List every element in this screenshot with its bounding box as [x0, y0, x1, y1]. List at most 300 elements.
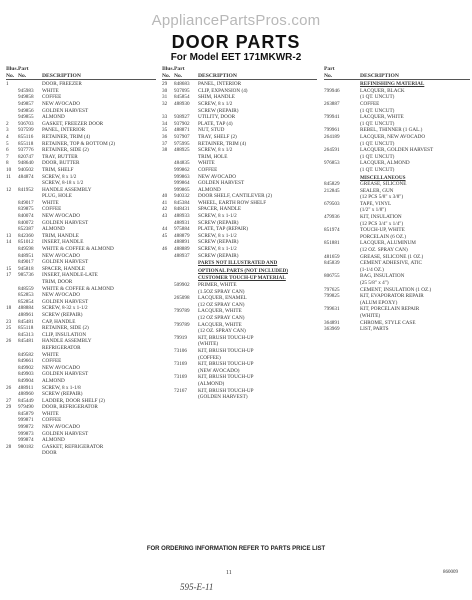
illus-no	[162, 322, 174, 329]
part-description: LACQUER, GOLDEN HARVEST	[360, 147, 434, 154]
parts-row	[162, 374, 317, 381]
part-no: 852853	[18, 292, 34, 299]
part-description: (GOLDEN HARVEST)	[198, 394, 248, 401]
parts-row	[324, 247, 470, 254]
part-description: SPACER, HANDLE	[198, 206, 242, 213]
illus-no	[162, 187, 174, 194]
header-part: Part	[324, 66, 335, 72]
part-description: LADDER, DOOR SHELF (2)	[42, 397, 105, 404]
part-description: WHITE & COFFEE & ALMOND	[42, 285, 114, 292]
part-no: 842360	[18, 232, 34, 239]
parts-row	[6, 352, 156, 359]
part-no: 845384	[174, 199, 190, 206]
part-no: 212845	[324, 187, 340, 194]
illus-no: 37	[162, 140, 168, 147]
part-description: (12 OZ SPRAY CAN)	[198, 301, 245, 308]
part-description: ALMOND	[42, 114, 65, 121]
part-no: 799825	[324, 293, 340, 300]
illus-no: 35	[162, 127, 168, 134]
part-no: 845839	[324, 260, 340, 267]
illus-no	[162, 289, 174, 296]
parts-row	[324, 293, 470, 300]
part-description: (12 OZ. SPRAY CAN)	[198, 328, 246, 335]
part-no: 999871	[18, 417, 34, 424]
part-no: 488960	[18, 391, 34, 398]
part-no: 851012	[18, 239, 34, 246]
part-description: (12 OZ SPRAY CAN)	[198, 314, 245, 321]
parts-column-2	[162, 66, 317, 401]
part-description: LACQUER, ENAMEL	[198, 295, 247, 302]
illus-no	[162, 308, 174, 315]
part-no: 820747	[18, 153, 34, 160]
parts-row	[324, 287, 470, 294]
part-no: 679503	[324, 200, 340, 207]
parts-row	[6, 325, 156, 332]
illus-no	[6, 220, 18, 227]
parts-row	[6, 108, 156, 115]
part-description: LIST, PARTS	[360, 326, 389, 333]
part-description: TRAY, SHELF (2)	[198, 133, 237, 140]
parts-row	[6, 424, 156, 431]
part-no	[324, 121, 360, 128]
part-description: COFFEE	[42, 358, 62, 365]
part-description: COFFEE	[198, 166, 218, 173]
header-partno: No.	[174, 72, 183, 79]
parts-row	[162, 127, 317, 134]
parts-row	[162, 275, 317, 282]
illus-no: 29	[6, 404, 12, 411]
part-no: 849904	[18, 377, 34, 384]
part-no: 73106	[174, 347, 187, 354]
parts-row	[6, 200, 156, 207]
illus-no	[6, 312, 18, 319]
part-no: 799946	[324, 87, 340, 94]
part-no: 852854	[18, 298, 34, 305]
part-no: 841952	[18, 186, 34, 193]
part-description: TRIM, SHELF	[42, 166, 74, 173]
part-description: (1.5OZ SPRAY CAN)	[198, 288, 245, 295]
part-description: (ALMOND)	[198, 380, 225, 387]
parts-row	[324, 194, 470, 201]
part-description: NUT, STUD	[198, 127, 225, 134]
part-no	[324, 247, 360, 254]
part-no: 949858	[18, 94, 34, 101]
part-description: PANEL, INTERIOR	[198, 81, 242, 88]
part-description: PRIMER, WHITE	[198, 282, 237, 288]
parts-row	[162, 322, 317, 329]
part-no: 999862	[174, 166, 190, 173]
parts-row	[162, 206, 317, 213]
part-description: HANDLE ASSEMBLY	[42, 338, 92, 345]
part-description: SCREW (REPAIR)	[198, 239, 239, 246]
col1-rows	[6, 81, 156, 457]
part-description: WHEEL, EARTH ROW SHELF	[198, 199, 267, 206]
part-description: WHITE	[198, 160, 215, 167]
parts-row	[162, 289, 317, 296]
part-description: NEW AVOCADO	[42, 213, 80, 220]
handwritten-note: 595-E-11	[180, 582, 214, 592]
part-description: KIT, BRUSH TOUCH-UP	[198, 374, 254, 381]
part-description: TRIM, HANDLE	[42, 232, 79, 239]
parts-row	[162, 101, 317, 108]
part-no: 72167	[174, 387, 187, 394]
parts-row	[6, 180, 156, 187]
parts-row	[6, 94, 156, 101]
part-no: 949855	[18, 114, 34, 121]
part-no: 948640	[18, 160, 34, 167]
illus-no	[6, 417, 18, 424]
part-description: GOLDEN HARVEST	[42, 430, 89, 437]
parts-row	[6, 398, 156, 405]
parts-row	[324, 260, 470, 267]
part-no	[174, 268, 198, 275]
part-description: NEW AVOCADO	[42, 100, 80, 107]
part-description: (1 QT. UNCUT)	[360, 153, 395, 160]
part-no: 79919	[174, 334, 187, 341]
header-description: DESCRIPTION	[198, 72, 237, 79]
part-description: (25 5/8" x 4")	[360, 280, 389, 286]
parts-row	[324, 81, 470, 88]
part-description: DOOR SHELF, CANTILEVER (2)	[198, 193, 272, 200]
part-description: SEALER, GUN	[360, 187, 394, 194]
part-no: 979490	[18, 404, 34, 411]
part-no	[324, 154, 360, 161]
part-description: PARTS NOT ILLUSTRATED AND	[198, 260, 278, 267]
illus-no: 46	[162, 246, 168, 253]
parts-row	[162, 302, 317, 309]
header-description: DESCRIPTION	[360, 72, 399, 79]
illus-no	[162, 154, 174, 161]
parts-row	[324, 121, 470, 128]
illus-no: 6	[6, 147, 9, 154]
part-description: NEW AVOCADO	[42, 424, 80, 431]
part-description: SCREW (REPAIR)	[198, 107, 239, 114]
part-description: BAG, INSULATION	[360, 273, 405, 280]
parts-row	[6, 391, 156, 398]
illus-no	[6, 358, 18, 365]
part-description: SCREW, 8 x 1-1/2	[198, 246, 237, 253]
parts-row	[324, 114, 470, 121]
parts-row	[6, 279, 156, 286]
part-no: 849582	[18, 351, 34, 358]
part-no: 488961	[18, 311, 34, 318]
parts-row	[324, 141, 470, 148]
part-description: WHITE & COFFEE & ALMOND	[42, 246, 114, 253]
parts-row	[6, 114, 156, 121]
parts-row	[6, 253, 156, 260]
part-no: 999865	[174, 186, 190, 193]
parts-row	[162, 81, 317, 88]
part-description: LACQUER, WHITE	[198, 308, 242, 315]
part-no: 839875	[18, 206, 34, 213]
illus-no	[6, 213, 18, 220]
illus-no: 4	[6, 133, 9, 140]
part-no	[18, 450, 42, 457]
header-partno: No.	[18, 72, 27, 79]
illus-no: 28	[6, 443, 12, 450]
part-description: (12 PCS 3/4" x 1/4")	[360, 220, 404, 227]
part-no	[174, 341, 198, 348]
part-description: (1/2" x 1/8")	[360, 207, 387, 214]
part-no	[324, 280, 360, 287]
illus-no	[6, 259, 18, 266]
parts-row	[6, 404, 156, 411]
illus-no	[162, 220, 174, 227]
illus-no: 44	[162, 226, 168, 233]
part-description: SCREW (REPAIR)	[198, 252, 239, 259]
parts-row	[324, 175, 470, 182]
illus-no	[162, 341, 174, 348]
illus-no	[162, 368, 174, 375]
header-part: Part	[174, 66, 185, 72]
part-no: 488884	[18, 305, 34, 312]
illus-no	[6, 345, 18, 352]
illus-no: 13	[6, 232, 12, 239]
page-number: 11	[226, 570, 232, 576]
parts-row	[6, 206, 156, 213]
part-description: KIT, BRUSH TOUCH-UP	[198, 347, 254, 354]
part-no: 363969	[324, 326, 340, 333]
part-description: KIT, BRUSH TOUCH-UP	[198, 334, 254, 341]
illus-no	[162, 174, 174, 181]
parts-row	[324, 326, 470, 333]
illus-no: 3	[6, 127, 9, 134]
parts-row	[6, 338, 156, 345]
part-no	[174, 302, 198, 309]
parts-row	[324, 207, 470, 214]
parts-row	[324, 188, 470, 195]
part-no: 488925	[174, 147, 190, 154]
part-no	[324, 234, 360, 241]
part-description: TRAY, BUTTER	[42, 153, 78, 160]
part-no: 849903	[18, 371, 34, 378]
illus-no	[6, 365, 18, 372]
part-no: 849017	[18, 259, 34, 266]
parts-row	[6, 147, 156, 154]
part-description: WHITE	[42, 87, 59, 94]
illus-no: 15	[6, 265, 12, 272]
illus-no: 30	[162, 87, 168, 94]
part-no: 845829	[324, 181, 340, 188]
illus-no	[6, 200, 18, 207]
part-description: NEW AVOCADO	[42, 292, 80, 299]
part-no: 937907	[174, 133, 190, 140]
parts-row	[6, 239, 156, 246]
part-no	[324, 81, 360, 88]
parts-row	[162, 213, 317, 220]
part-no	[324, 141, 360, 148]
illus-no: 32	[162, 100, 168, 107]
parts-row	[324, 154, 470, 161]
part-description: DOOR	[42, 450, 57, 457]
parts-row	[324, 221, 470, 228]
part-description: SCREW, 8-32 x 1-1/2	[42, 305, 88, 312]
illus-no: 8	[6, 160, 9, 167]
illus-no	[6, 88, 18, 95]
part-no: 488889	[174, 246, 190, 253]
part-no: 845313	[18, 331, 34, 338]
part-no	[18, 180, 42, 187]
part-description: KIT, BRUSH TOUCH-UP	[198, 361, 254, 368]
parts-row	[162, 220, 317, 227]
part-description: SCREW, 8-18 x 1/2	[42, 180, 84, 187]
parts-row	[162, 341, 317, 348]
illus-no: 17	[6, 272, 12, 279]
part-description: LACQUER, BLACK	[360, 87, 405, 94]
illus-no	[162, 295, 174, 302]
part-no: 799789	[174, 321, 190, 328]
illus-no: 33	[162, 114, 168, 121]
illus-no: 41	[162, 199, 168, 206]
illus-no	[6, 292, 18, 299]
parts-row	[162, 239, 317, 246]
part-no: 488891	[174, 239, 190, 246]
part-no: 938927	[174, 114, 190, 121]
part-no: 937776	[18, 147, 34, 154]
parts-row	[6, 312, 156, 319]
part-no	[174, 108, 198, 115]
part-description: GOLDEN HARVEST	[42, 107, 89, 114]
illus-no	[162, 381, 174, 388]
parts-row	[6, 101, 156, 108]
illus-no	[162, 282, 174, 289]
parts-row	[6, 299, 156, 306]
column-header	[162, 66, 317, 80]
part-description: GOLDEN HARVEST	[42, 259, 89, 266]
part-no: 484874	[18, 173, 34, 180]
part-description: GOLDEN HARVEST	[198, 180, 245, 187]
part-description: (1 QT. UNCUT)	[360, 166, 395, 173]
col3-rows	[324, 81, 470, 333]
part-description: COFFEE	[42, 94, 62, 101]
illus-no	[162, 268, 174, 275]
parts-row	[6, 213, 156, 220]
part-description: CAP, HANDLE	[42, 318, 76, 325]
part-description: (ALUM EPOXY)	[360, 299, 398, 306]
parts-row	[162, 174, 317, 181]
parts-row	[162, 328, 317, 335]
part-description: NEW AVOCADO	[42, 364, 80, 371]
part-no: 263887	[324, 100, 340, 107]
parts-row	[324, 201, 470, 208]
illus-no	[6, 279, 18, 286]
illus-no	[162, 167, 174, 174]
parts-row	[324, 240, 470, 247]
parts-row	[324, 273, 470, 280]
part-description: SCREW, 8 x 1-1/2	[198, 213, 237, 220]
parts-row	[324, 181, 470, 188]
parts-row	[6, 411, 156, 418]
part-description: DOOR, BUTTER	[42, 160, 80, 167]
parts-row	[6, 266, 156, 273]
part-description: (12 OZ. SPRAY CAN)	[360, 247, 408, 254]
part-description: TOUCH-UP, WHITE	[360, 227, 405, 234]
parts-row	[162, 193, 317, 200]
part-no: 855118	[18, 140, 34, 147]
parts-row	[162, 121, 317, 128]
parts-row	[324, 320, 470, 327]
parts-row	[324, 88, 470, 95]
parts-row	[6, 292, 156, 299]
part-no: 999873	[18, 430, 34, 437]
parts-row	[6, 187, 156, 194]
part-no: 976853	[324, 160, 340, 167]
illus-no	[6, 286, 18, 293]
part-no: 999872	[18, 424, 34, 431]
part-no: 937902	[174, 120, 190, 127]
illus-no	[162, 108, 174, 115]
illus-no	[162, 239, 174, 246]
part-no: 799789	[174, 308, 190, 315]
ordering-note: FOR ORDERING INFORMATION REFER TO PARTS PRICE LIST	[146, 546, 326, 552]
parts-row	[6, 345, 156, 352]
part-description: RETAINER, SIDE (2)	[42, 325, 89, 332]
part-description: OPTIONAL PARTS (NOT INCLUDED)	[198, 267, 288, 274]
illus-no: 38	[162, 147, 168, 154]
parts-row	[162, 253, 317, 260]
part-description: REFRIGERATOR	[42, 344, 81, 351]
part-description: CEMENT, INSULATION (1 OZ.)	[360, 286, 432, 293]
col2-rows	[162, 81, 317, 401]
part-description: PORCELAIN (6 OZ.)	[360, 233, 406, 240]
parts-column-3	[324, 66, 470, 333]
part-no	[174, 315, 198, 322]
part-no	[324, 313, 360, 320]
parts-row	[162, 88, 317, 95]
illus-no	[6, 193, 18, 200]
parts-row	[162, 361, 317, 368]
parts-row	[324, 94, 470, 101]
part-description: REBEL, THINNER (1 GAL.)	[360, 127, 423, 134]
parts-row	[6, 154, 156, 161]
parts-row	[324, 280, 470, 287]
part-no	[324, 94, 360, 101]
part-description: WHITE	[42, 410, 59, 417]
illus-no	[6, 332, 18, 339]
part-description: CEMENT ADHESIVE, ATIC	[360, 260, 423, 267]
part-description: TRIM, DOOR	[42, 279, 73, 285]
parts-row	[6, 286, 156, 293]
part-description: KIT, PORCELAIN REPAIR	[360, 306, 420, 313]
part-description: CUSTOMER TOUCH-UP MATERIAL	[198, 275, 286, 282]
part-description: GREASE, SILICONE (1 OZ.)	[360, 253, 424, 260]
parts-row	[6, 174, 156, 181]
illus-no: 40	[162, 193, 168, 200]
illus-no	[6, 114, 18, 121]
parts-row	[324, 234, 470, 241]
parts-row	[162, 154, 317, 161]
illus-no	[6, 180, 18, 187]
illus-no	[6, 206, 18, 213]
part-description: LACQUER, ALMOND	[360, 160, 410, 167]
part-description: LACQUER, WHITE	[198, 321, 242, 328]
part-description: GOLDEN HARVEST	[42, 371, 89, 378]
part-no	[174, 355, 198, 362]
illus-no	[6, 391, 18, 398]
illus-no: 34	[162, 120, 168, 127]
illus-no	[162, 374, 174, 381]
part-no: 479936	[324, 214, 340, 221]
part-description: INSERT, HANDLE-LATE	[42, 272, 98, 279]
part-description: WHITE	[42, 351, 59, 358]
part-description: (1 QT. UNCUT)	[360, 140, 395, 147]
part-no: 481659	[324, 253, 340, 260]
part-no	[324, 207, 360, 214]
part-description: CLIP, EXPANSION (4)	[198, 87, 248, 94]
part-description: LACQUER, NEW AVOCADO	[360, 133, 426, 140]
part-description: ALMOND	[42, 437, 65, 444]
part-description: PLATE, TAP (REPAIR)	[198, 226, 248, 233]
